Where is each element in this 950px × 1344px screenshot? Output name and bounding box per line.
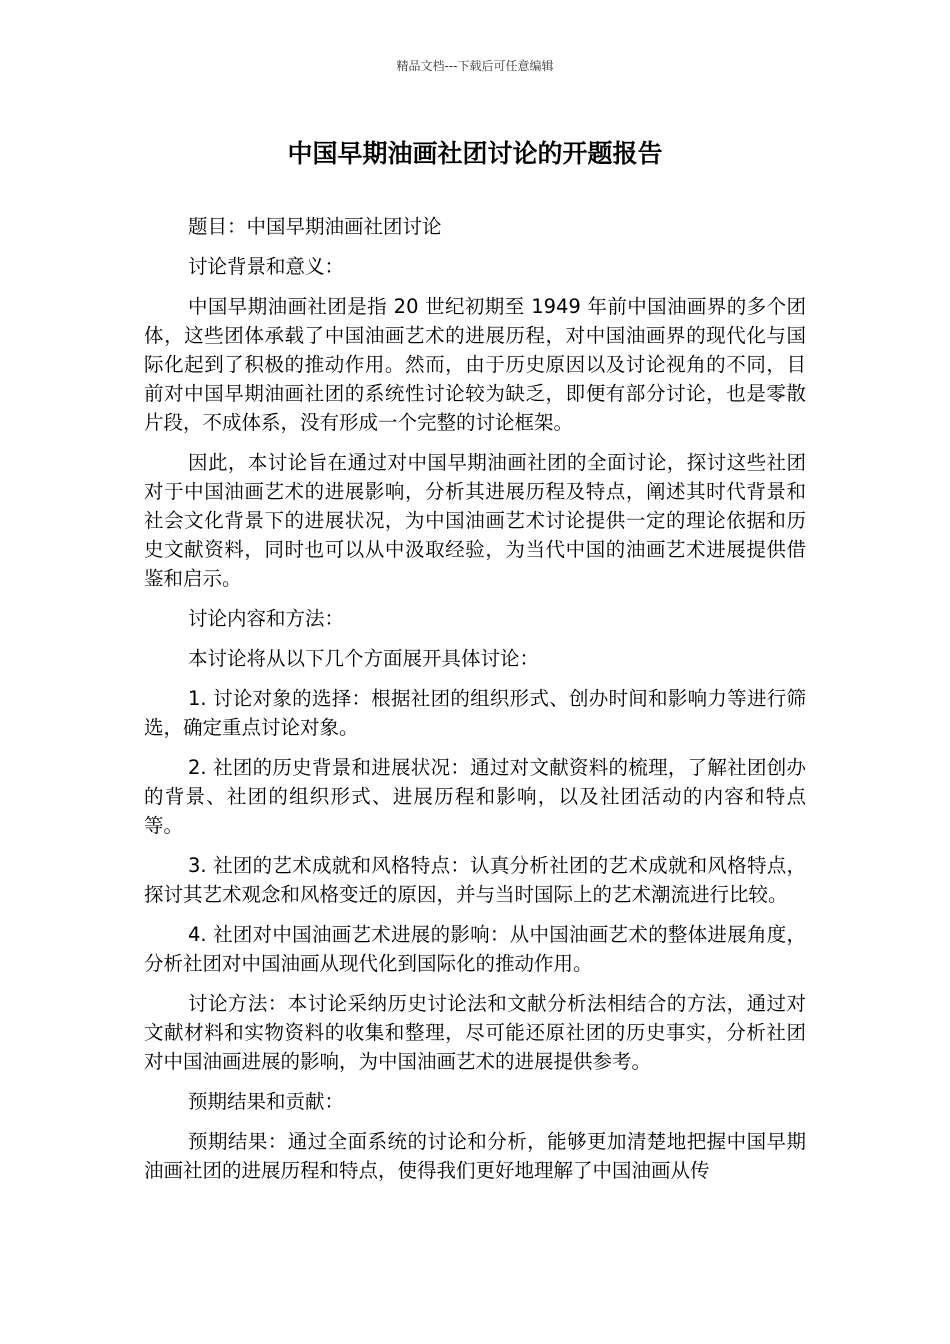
document-body	[144, 212, 806, 1196]
paragraph-topic: 题目：中国早期油画社团讨论	[188, 215, 442, 238]
section-heading-background: 讨论背景和意义：	[188, 255, 345, 278]
paragraph-background-2: 因此，本讨论旨在通过对中国早期油画社团的全面讨论，探讨这些社团对于中国油画艺术的进展影响，分析其进展历程及特点，阐述其时代背景和社会文化背景下的进展状况，为中国油画艺术讨论提供一定的理论依据和历史文献资料，同时也可以从中汲取经验，为当代中国的油画艺术进展提供借鉴和启示。	[144, 451, 806, 590]
list-item-3: 3. 社团的艺术成就和风格特点：认真分析社团的艺术成就和风格特点，探讨其艺术观念和风格变迁的原因，并与当时国际上的艺术潮流进行比较。	[144, 854, 806, 906]
section-heading-content-method: 讨论内容和方法：	[188, 607, 345, 630]
paragraph-method: 讨论方法：本讨论采纳历史讨论法和文献分析法相结合的方法，通过对文献材料和实物资料的收集和整理，尽可能还原社团的历史事实，分析社团对中国油画进展的影响，为中国油画艺术的进展提供参考。	[144, 992, 806, 1073]
list-item-1: 1. 讨论对象的选择：根据社团的组织形式、创办时间和影响力等进行筛选，确定重点讨论对象。	[144, 687, 806, 739]
paragraph-expected-results: 预期结果：通过全面系统的讨论和分析，能够更加清楚地把握中国早期油画社团的进展历程和特点，使得我们更好地理解了中国油画从传	[144, 1130, 806, 1182]
paragraph-content-intro: 本讨论将从以下几个方面展开具体讨论：	[188, 647, 540, 670]
list-item-4: 4. 社团对中国油画艺术进展的影响：从中国油画艺术的整体进展角度，分析社团对中国油画从现代化到国际化的推动作用。	[144, 923, 806, 975]
header-note: 精品文档---下载后可任意编辑	[396, 59, 554, 73]
paragraph-background-1: 中国早期油画社团是指 20 世纪初期至 1949 年前中国油画界的多个团体，这些团体承载了中国油画艺术的进展历程，对中国油画界的现代化与国际化起到了积极的推动作用。然而，由于历史原因以及讨论视角的不同，目前对中国早期油画社团的系统性讨论较为缺乏，即便有部分讨论，也是零散片段，不成体系，没有形成一个完整的讨论框架。	[144, 295, 806, 434]
list-item-2: 2. 社团的历史背景和进展状况：通过对文献资料的梳理，了解社团创办的背景、社团的组织形式、进展历程和影响，以及社团活动的内容和特点等。	[144, 756, 806, 837]
document-title: 中国早期油画社团讨论的开题报告	[287, 139, 663, 168]
section-heading-expected-results: 预期结果和贡献：	[188, 1090, 345, 1113]
